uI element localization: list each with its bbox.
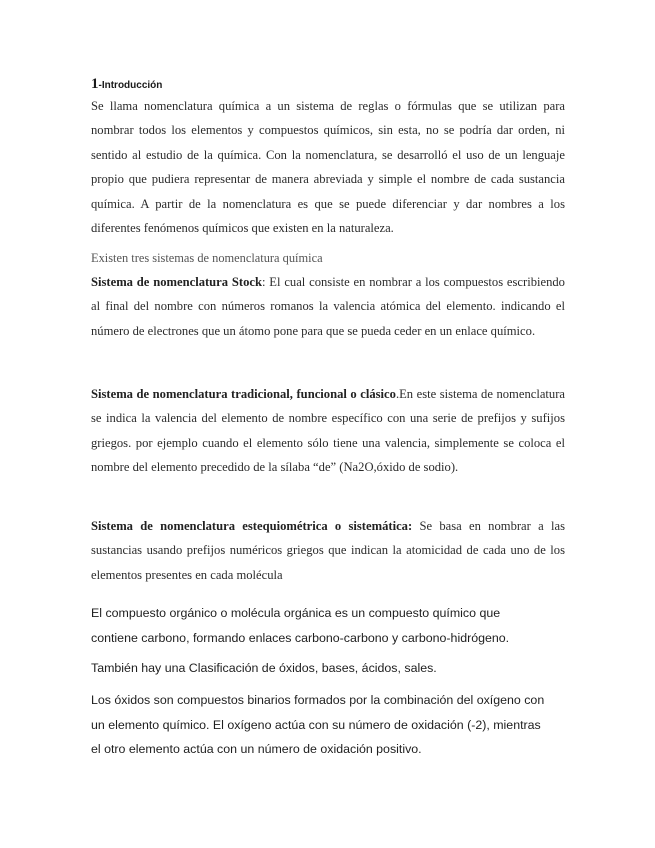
- oxides-paragraph: Los óxidos son compuestos binarios formados por la combinación del oxígeno con un elemento químico. El oxígeno actúa con su número de oxidación (-2), mientras el otro elemento actúa con un número de oxidación positivo.: [91, 693, 545, 756]
- section-title: -Introducción: [98, 80, 163, 91]
- intro-paragraph: Se llama nomenclatura química a un sistema de reglas o fórmulas que se utilizan para nombrar todos los elementos y compuestos químicos, sin esta, no se podría dar orden, ni sentido al estudio de la química. Con la nomenclatura, se desarrolló el uso de un lenguaje propio que pudiera representar de manera abreviada y simple el nombre de cada sustancia química. A partir de la nomenclatura es que se puede diferenciar y dar nombres a los diferentes fenómenos químicos que existen en la naturaleza.: [91, 99, 565, 236]
- systems-intro: Existen tres sistemas de nomenclatura química: [91, 251, 323, 265]
- traditional-label: Sistema de nomenclatura tradicional, funcional o clásico: [91, 387, 396, 401]
- section-number: 1: [91, 76, 99, 92]
- organic-paragraph: El compuesto orgánico o molécula orgánica es un compuesto químico que contiene carbono, formando enlaces carbono-carbono y carbono-hidrógeno.: [91, 606, 510, 645]
- classification-line: También hay una Clasificación de óxidos, bases, ácidos, sales.: [91, 661, 437, 675]
- stoichiometric-label: Sistema de nomenclatura estequiométrica o sistemática:: [91, 519, 413, 533]
- traditional-text: .En este sistema de nomenclatura se indica la valencia del elemento de nombre específico con una serie de prefijos y sufijos griegos. por ejemplo cuando el elemento sólo tiene una valencia, simplemente se coloca el nombre del elemento precedido de la sílaba “de” (Na2O,óxido de sodio).: [91, 387, 566, 475]
- section-heading: [91, 76, 162, 93]
- stoichiometric-text: Se basa en nombrar a las sustancias usando prefijos numéricos griegos que indican la atomicidad de cada uno de los elementos presentes en cada molécula: [91, 519, 565, 582]
- stoichiometric-paragraph: [91, 514, 565, 587]
- stock-paragraph: [91, 270, 565, 343]
- stock-label: Sistema de nomenclatura Stock: [91, 275, 262, 289]
- stock-text: : El cual consiste en nombrar a los compuestos escribiendo al final del nombre con números romanos la valencia atómica del elemento. indicando el número de electrones que un átomo pone para que se pueda ceder en un enlace químico.: [91, 275, 565, 338]
- traditional-paragraph: [91, 382, 565, 480]
